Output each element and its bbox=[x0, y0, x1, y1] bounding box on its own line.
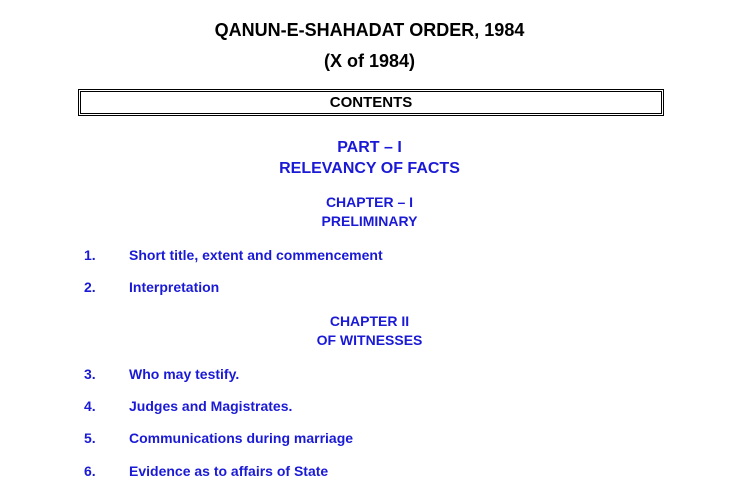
part-label: PART – I bbox=[337, 139, 402, 156]
section-title: Interpretation bbox=[129, 279, 220, 295]
section-number: 2. bbox=[84, 279, 96, 295]
section-number: 4. bbox=[84, 398, 96, 414]
section-entry-2[interactable] bbox=[0, 277, 739, 297]
chapter-2-label: CHAPTER II bbox=[329, 313, 410, 329]
section-title: Communications during marriage bbox=[129, 430, 354, 446]
section-entry-1[interactable] bbox=[0, 245, 739, 265]
section-entry-4[interactable] bbox=[0, 396, 739, 416]
section-number: 6. bbox=[84, 463, 96, 479]
chapter-1-name: PRELIMINARY bbox=[321, 213, 418, 229]
contents-header: CONTENTS bbox=[78, 89, 664, 116]
section-title: Evidence as to affairs of State bbox=[129, 463, 329, 479]
chapter-2-name: OF WITNESSES bbox=[316, 332, 423, 348]
section-number: 3. bbox=[84, 366, 96, 382]
section-entry-3[interactable] bbox=[0, 364, 739, 384]
section-title: Who may testify. bbox=[129, 366, 240, 382]
chapter-1-label: CHAPTER – I bbox=[325, 194, 414, 210]
document-title: QANUN-E-SHAHADAT ORDER, 1984 bbox=[214, 20, 525, 40]
part-name: RELEVANCY OF FACTS bbox=[279, 160, 460, 177]
section-number: 5. bbox=[84, 430, 96, 446]
section-entry-5[interactable] bbox=[0, 428, 739, 448]
document-subtitle: (X of 1984) bbox=[323, 51, 416, 71]
section-number: 1. bbox=[84, 247, 96, 263]
section-entry-6[interactable] bbox=[0, 461, 739, 481]
section-title: Short title, extent and commencement bbox=[129, 247, 383, 263]
section-title: Judges and Magistrates. bbox=[129, 398, 293, 414]
